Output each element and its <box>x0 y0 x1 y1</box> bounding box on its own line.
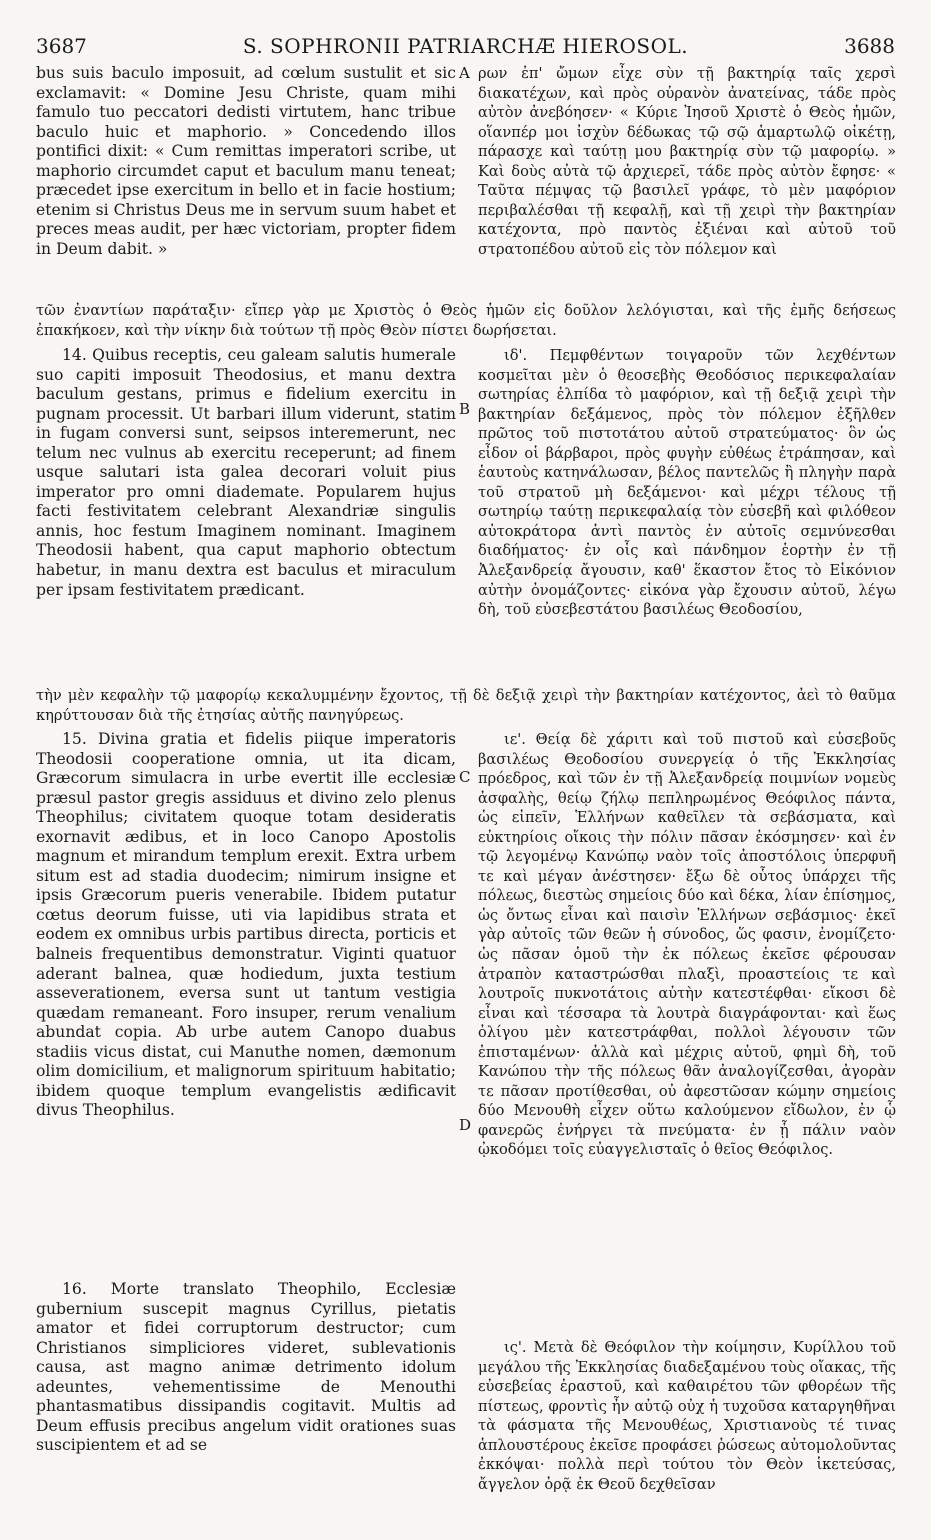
greek-block-2 <box>478 346 896 620</box>
latin-paragraph: bus suis baculo imposuit, ad cœlum sustulit et sic exclamavit: « Domine Jesu Christe, quam mihi famulo tuo peccatori dedisti virtutem, hanc tribue baculo huic et maphorio. » Concedendo illos pontifici dixit: « Cum remittas imperatori scribe, ut maphorio circumdet caput et baculum manu teneat; præcedet ipse exercitum in bello et in facie hostium; etenim si Christus Deus me in servum suum habet et preces meas audit, per hæc victoriam, propter fidem in Deum dabit. » <box>36 64 456 258</box>
margin-letter-b: B <box>459 400 471 418</box>
latin-paragraph-15: 15. Divina gratia et fidelis piique imperatoris Theodosii cooperatione omnia, ut ita dicam, Græcorum simulacra in urbe evertit ille ecclesiæ præsul pastor gregis assiduus et divino zelo plenus Theophilus; civitatem quoque totam desideratis exornavit ædibus, et in loco Canopo Apostolis magnum et mirandum templum erexit. Extra urbem situm est ad stadia duodecim; nimirum insigne et ipsis Græcorum pueris venerabile. Ibidem putatur cœtus deorum fuisse, uti via lapidibus strata et eodem ex omnibus urbis partibus directa, porticis et balneis frequentibus demonstratur. Viginti quatuor aderant balnea, quæ hodiedum, juxta testium asseverationem, eversa sunt ut tantum vestigia quædam remaneant. Foro insuper, rerum venalium abundat copia. Ab urbe autem Canopo duabus stadiis vicus distat, cui Manuthe nomen, dæmonum olim domicilium, et malignorum spirituum habitatio; ibidem quoque templum evangelistis ædificavit divus Theophilus. <box>36 730 456 1120</box>
greek-paragraph: τῶν ἐναντίων παράταξιν· εἴπερ γὰρ με Χριστὸς ὁ Θεὸς ἡμῶν εἰς δοῦλον λελόγισται, καὶ τῆς ἐμῆς δεήσεως ἐπακήκοεν, καὶ τὴν νίκην διὰ τούτων τῇ πρὸς Θεὸν πίστει δωρήσεται. <box>36 302 896 339</box>
margin-letter-a: A <box>459 64 470 82</box>
latin-block-3 <box>36 730 456 1121</box>
margin-letter-d: D <box>459 1116 472 1134</box>
greek-paragraph-15: ιε'. Θείᾳ δὲ χάριτι καὶ τοῦ πιστοῦ καὶ εὐσεβοῦς βασιλέως Θεοδοσίου συνεργείᾳ ὁ τῆς Ἐκκλησίας πρόεδρος, καὶ τῶν ἐν τῇ Ἀλεξανδρείᾳ ποιμνίων νομεὺς ἀσφαλὴς, θείῳ ζήλῳ πεπληρωμένος Θεόφιλος πάντα, ὡς εἰπεῖν, Ἑλλήνων καθεῖλεν τὰ σεβάσματα, καὶ εὐκτηρίοις οἴκοις τὴν πόλιν πᾶσαν ἐκόσμησεν· καὶ ἐν τῷ λεγομένῳ Κανώπῳ ναὸν τοῖς ἀποστόλοις ὑπερφυῆ τε καὶ μέγαν ἀνέστησεν· ἔξω δὲ οὗτος ὑπάρχει τῆς πόλεως, διεστὼς σημείοις δύο καὶ δέκα, λίαν ἐπίσημος, ὡς ὄντως εἶναι καὶ παισὶν Ἑλλήνων σεβάσμιος· ἐκεῖ γὰρ αὐτοῖς τῶν θεῶν ἡ σύνοδος, ὥς φασιν, ἐνομίζετο· ὡς πᾶσαν ὁμοῦ τὴν ἐκ πόλεως ἐκεῖσε φέρουσαν ἀτραπὸν καταστρώσθαι πλαξὶ, προαστείοις τε καὶ λουτροῖς πυκνοτάτοις αὐτὴν κατεστέφθαι· εἴκοσι δὲ εἶναι καὶ τέσσαρα τὰ λουτρὰ διαγράφονται· καὶ ἕως ὀλίγου μὲν κατεστράφθαι, πολλοὶ λέγουσιν τῶν ἐπισταμένων· ἀλλὰ καὶ μέχρις αὐτοῦ, φημὶ δὴ, τοῦ Κανώπου τὴν τῆς πόλεως θᾶν ἀναλογίζεσθαι, ἀγορὰν τε πᾶσαν προτίθεσθαι, οὐ ἀφεστῶσαν κώμην σημείοις δύο Μενουθὴ εἶχεν οὕτω καλούμενον εἴδωλον, ἐν ᾧ φανερῶς ἐνήργει τὰ πνεύματα· ἐν ᾗ πάλιν ναὸν ᾠκοδόμει τοῖς εὐαγγελισταῖς ὁ θεῖος Θεόφιλος. <box>478 731 896 1159</box>
latin-block-4 <box>36 1280 456 1456</box>
latin-paragraph-16: 16. Morte translato Theophilo, Ecclesiæ gubernium suscepit magnus Cyrillus, pietatis amator et fidei corruptorum destructor; cum Christianos simpliciores videret, sublevationis causa, ast magno animæ detrimento idolum adeuntes, vehementissime de Menouthi phantasmatibus dissipandis cogitavit. Multis ad Deum effusis precibus angelum vidit orationes suas suscipientem et ad se <box>36 1280 456 1455</box>
page-number-left: 3687 <box>36 34 87 58</box>
latin-paragraph-14: 14. Quibus receptis, ceu galeam salutis humerale suo capiti imposuit Theodosius, et manu dextra baculum gestans, primus e fidelium exercitu in pugnam processit. Ut barbari illum viderunt, statim in fugam conversi sunt, seipsos interemerunt, nec telum nec vulnus ab exercitu receperunt; ad finem usque salutari ista galea decorari voluit pius imperator pro omni diademate. Popularem hujus facti festivitatem celebrant Alexandriæ singulis annis, hoc festum Imaginem nominant. Imaginem Theodosii habent, qua caput maphorio obtectum habetur, in manu dextra est baculus et miraculum per ipsam festivitatem prædicant. <box>36 346 456 599</box>
latin-block-2 <box>36 346 456 600</box>
greek-full-width-2 <box>36 686 896 725</box>
latin-block-1 <box>36 64 456 259</box>
greek-full-width-1 <box>36 301 896 340</box>
greek-block-4 <box>478 1338 896 1494</box>
greek-block-1 <box>478 64 896 259</box>
greek-paragraph: ρων ἐπ' ὤμων εἶχε σὺν τῇ βακτηρίᾳ ταῖς χερσὶ διακατέχων, καὶ πρὸς οὐρανὸν ἀνατείνας, τάδε πρὸς αὐτὸν ἀνεβόησεν· « Κύριε Ἰησοῦ Χριστὲ ὁ Θεὸς ἡμῶν, οἵανπέρ μοι ἰσχὺν δέδωκας τῷ σῷ ἁμαρτωλῷ οἰκέτῃ, πάρασχε καὶ ταύτῃ μου βακτηρίᾳ σὺν τῷ μαφορίῳ. » Καὶ δοὺς αὐτὰ τῷ ἀρχιερεῖ, τάδε πρὸς αὐτὸν ἔφησε· « Ταῦτα πέμψας τῷ βασιλεῖ γράφε, τὸ μὲν μαφόριον περιβαλέσθαι τῇ κεφαλῇ, καὶ τῇ χειρὶ τὴν βακτηρίαν κατέχοντα, πρὸ παντὸς ἐξιέναι καὶ αὐτοῦ τοῦ στρατοπέδου αὐτοῦ εἰς τὸν πόλεμον καὶ <box>478 65 896 258</box>
running-header <box>36 34 895 60</box>
greek-block-3 <box>478 730 896 1160</box>
greek-paragraph: τὴν μὲν κεφαλὴν τῷ μαφορίῳ κεκαλυμμένην ἔχοντος, τῇ δὲ δεξιᾷ χειρὶ τὴν βακτηρίαν κατέχοντος, ἀεὶ τὸ θαῦμα κηρύττουσαν διὰ τῆς ἐτησίας αὐτῆς πανηγύρεως. <box>36 687 896 724</box>
margin-letter-c: C <box>459 768 471 786</box>
greek-paragraph-14: ιδ'. Πεμφθέντων τοιγαροῦν τῶν λεχθέντων κοσμεῖται μὲν ὁ θεοσεβὴς Θεοδόσιος περικεφαλαίαν σωτηρίας ἐλπίδα τὸ μαφόριον, καὶ τῇ δεξιᾷ χειρὶ τὴν βακτηρίαν δεξάμενος, πρὸς τὸν πόλεμον ἐξῆλθεν πρῶτος τοῦ πιστοτάτου αὐτοῦ στρατεύματος· ὃν ὡς εἶδον οἱ βάρβαροι, πρὸς φυγὴν εὐθέως ἐτράπησαν, καὶ ἑαυτοὺς κατηνάλωσαν, βέλος παντελῶς ἢ πληγὴν παρὰ τοῦ στρατοῦ μὴ δεξάμενοι· καὶ μέχρι τέλους τῇ σωτηρίῳ ταύτῃ περικεφαλαίᾳ τὸν εὐσεβῆ καὶ φιλόθεον αὐτοκράτορα ἀντὶ παντὸς ἐν αὐτοῖς σεμνύνεσθαι διαδήματος· ἐν οἷς καὶ πάνδημον ἑορτὴν ἐν τῇ Ἀλεξανδρείᾳ ἄγουσιν, καθ' ἕκαστον ἔτος τὸ Εἰκόνιον αὐτὴν ὀνομάζοντες· εἰκόνα γὰρ ἔχουσιν αὐτοῦ, λέγω δὴ, τοῦ εὐσεβεστάτου βασιλέως Θεοδοσίου, <box>478 347 896 619</box>
greek-paragraph-16: ις'. Μετὰ δὲ Θεόφιλον τὴν κοίμησιν, Κυρίλλου τοῦ μεγάλου τῆς Ἐκκλησίας διαδεξαμένου τοὺς οἴακας, τῆς εὐσεβείας ἐραστοῦ, καὶ καθαιρέτου τῶν φθορέων τῆς πίστεως, φροντὶς ἦν αὐτῷ οὐχ ἡ τυχοῦσα καταργηθῆναι τὰ φάσματα τῆς Μενουθέως, Χριστιανοὺς τέ τινας ἁπλουστέρους ἐκεῖσε προφάσει ῥώσεως αὐτομολοῦντας ἐκκόψαι· πολλὰ περὶ τούτου τὸν Θεὸν ἱκετεύσας, ἄγγελον ὁρᾷ ἐκ Θεοῦ δεχθεῖσαν <box>478 1339 896 1493</box>
running-title: S. SOPHRONII PATRIARCHÆ HIEROSOL. <box>242 34 689 58</box>
page-number-right: 3688 <box>844 34 895 58</box>
